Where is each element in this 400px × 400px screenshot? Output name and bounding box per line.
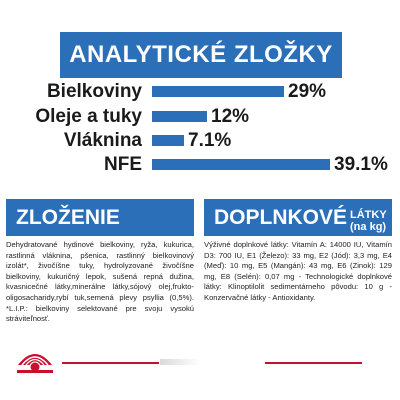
composition-title: ZLOŽENIE <box>16 205 120 229</box>
nutrient-value: 39.1% <box>334 154 388 175</box>
nutrient-label: Bielkoviny <box>46 81 142 102</box>
additives-text: Výživné doplnkové látky: Vitamín A: 14000 IU, Vitamín D3: 700 IU, E1 (Železo): 33 mg, E2 (Jód): 3,3 mg, E4 (Meď): 10 mg, E5 (Mangán): 43 mg, E6 (Zinok): 129 mg, E8 (Selén): 0,07 mg - Technologické doplnkové látky: Klinoptilolit sedimentárneho pôvodu: 10 g - Konzervačné látky - Antioxidanty. <box>204 240 392 302</box>
nutrient-bar <box>152 159 330 170</box>
nutrient-value: 12% <box>211 106 250 127</box>
additives-title: DOPLNKOVÉ <box>214 205 348 229</box>
section-title-banner <box>60 32 342 78</box>
nutrient-label: NFE <box>104 154 142 175</box>
footer-divider <box>62 362 159 364</box>
nutrient-row <box>0 79 400 105</box>
additives-subtitle: LÁTKY (na kg) <box>350 208 387 233</box>
section-title: ANALYTICKÉ ZLOŽKY <box>69 41 333 68</box>
composition-text: Dehydratované hydinové bielkoviny, ryža, kukurica, rastlinná vláknina, pšenica, rastlinný bielkovinový izolát*, živočíšne tuky, hydrolyzované živočíšne bielkoviny, kukuričný lepok, sušená repná dužina, kvasnicečné látky,minerálne látky,sójový olej,frukto-oligosacharidy,rybí tuk,semená plevy psyllia (0,5%). *L.I.P.: bielkoviny selektované pre svoju vysokú stráviteľnosť. <box>6 240 194 324</box>
nutrient-label: Oleje a tuky <box>35 106 142 127</box>
nutrient-row <box>0 128 400 154</box>
nutrient-label: Vláknina <box>63 130 142 151</box>
composition-header <box>6 199 194 236</box>
royal-canin-crown-icon <box>14 339 56 375</box>
nutrient-row <box>0 104 400 130</box>
footer-divider <box>265 362 362 364</box>
nutrient-row <box>0 152 400 178</box>
footer-shadow <box>160 359 200 365</box>
additives-header <box>204 199 392 236</box>
nutrient-bar <box>152 135 184 146</box>
nutrient-value: 29% <box>288 81 327 102</box>
nutrient-bar <box>152 86 284 97</box>
nutrient-bar <box>152 111 207 122</box>
nutrient-value: 7.1% <box>188 130 232 151</box>
